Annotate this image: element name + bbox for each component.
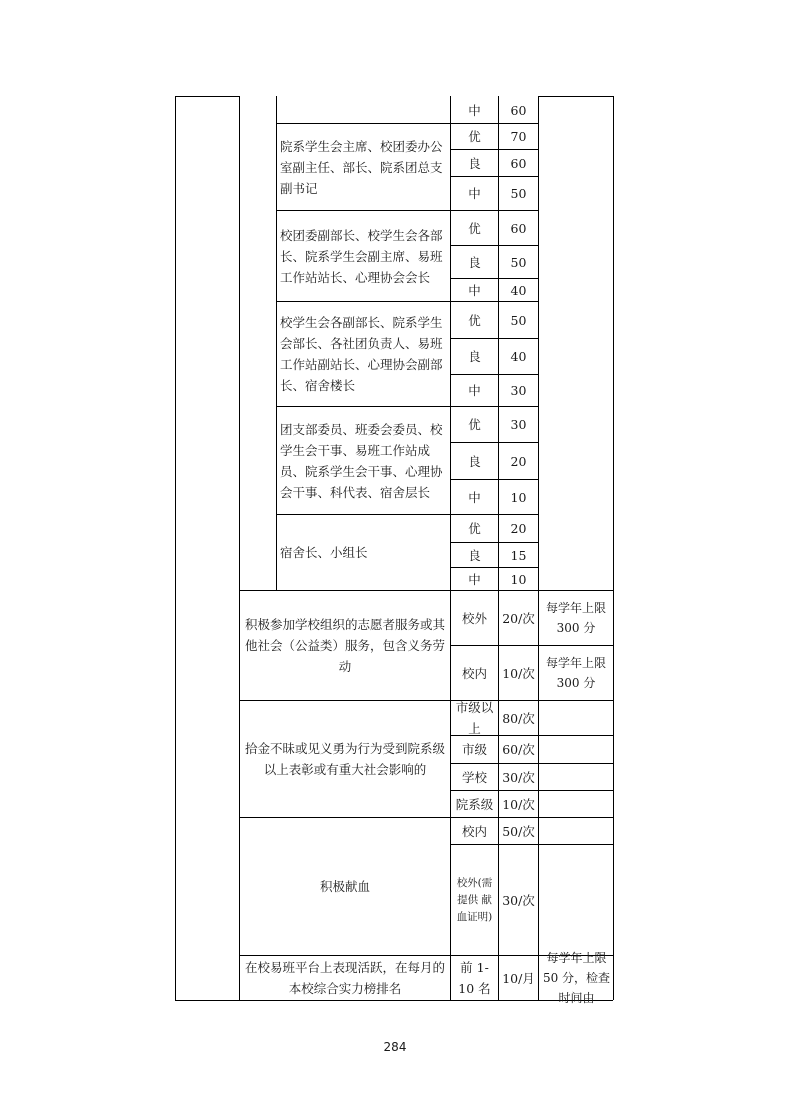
grade-cell: 中 <box>468 102 481 118</box>
score-cell: 10/月 <box>502 970 535 986</box>
score-cell: 30/次 <box>502 892 535 908</box>
score-cell: 20 <box>510 453 527 469</box>
scope-cell: 市级以上 <box>455 700 494 736</box>
score-cell: 50 <box>510 186 527 201</box>
role-text: 校学生会各副部长、院系学生会部长、各社团负责人、易班工作站副站长、心理协会副部长、宿舍楼长 <box>280 315 443 393</box>
grade-cell: 良 <box>468 254 481 270</box>
scope-cell: 前 1-10 名 <box>458 960 491 996</box>
scope-cell: 学校 <box>461 769 487 785</box>
grade-cell: 优 <box>468 220 481 236</box>
score-cell: 60 <box>510 220 527 236</box>
role-cell <box>277 124 450 210</box>
blood-description <box>240 818 450 955</box>
score-cell: 10 <box>510 571 527 587</box>
score-cell: 10/次 <box>502 665 535 681</box>
role-cell <box>277 211 450 301</box>
blood-text: 积极献血 <box>319 879 370 894</box>
grade-cell: 优 <box>468 521 481 536</box>
score-cell: 30 <box>510 383 527 398</box>
volunteer-text: 积极参加学校组织的志愿者服务或其他社会（公益类）服务，包含义务劳动 <box>244 617 445 674</box>
grade-cell: 中 <box>468 489 481 505</box>
scope-cell: 市级 <box>461 742 487 757</box>
honor-description <box>240 701 450 817</box>
score-cell: 50 <box>510 312 527 328</box>
score-cell: 30 <box>510 417 527 432</box>
honor-text: 拾金不昧或见义勇为行为受到院系级以上表彰或有重大社会影响的 <box>244 741 445 777</box>
score-cell: 30/次 <box>502 769 535 785</box>
volunteer-description <box>240 591 450 700</box>
grade-cell: 中 <box>468 186 481 201</box>
grade-cell: 优 <box>468 417 481 432</box>
role-text: 团支部委员、班委会委员、校学生会干事、易班工作站成员、院系学生会干事、心理协会干事、科代表、宿舍层长 <box>280 421 443 500</box>
scope-cell: 院系级 <box>455 796 494 812</box>
scope-cell: 校外(需提供 献血证明) <box>456 876 493 923</box>
table-border <box>538 96 613 97</box>
role-text: 院系学生会主席、校团委办公室副主任、部长、院系团总支副书记 <box>280 138 443 196</box>
score-cell: 40 <box>510 282 527 298</box>
grade-cell: 良 <box>468 349 481 364</box>
role-cell <box>277 302 450 406</box>
yiban-text: 在校易班平台上表现活跃，在每月的本校综合实力榜排名 <box>244 960 445 996</box>
scope-cell: 校外 <box>461 610 487 626</box>
page-number: 284 <box>383 1040 407 1054</box>
score-cell: 10/次 <box>502 796 535 812</box>
score-cell: 80/次 <box>502 710 535 726</box>
grade-cell: 中 <box>468 282 481 298</box>
score-cell: 20 <box>510 521 527 536</box>
grade-cell: 良 <box>468 453 481 469</box>
table-border <box>175 96 176 1000</box>
role-cell <box>277 407 450 514</box>
grade-cell: 优 <box>468 129 481 144</box>
yiban-description <box>240 956 450 1000</box>
note-cell: 每学年上限300 分 <box>545 656 606 690</box>
note-cell: 每学年上限 50 分，检查时间由 <box>542 951 611 1005</box>
role-text: 校团委副部长、校学生会各部长、院系学生会副主席、易班工作站站长、心理协会会长 <box>280 227 443 285</box>
score-cell: 20/次 <box>502 610 535 626</box>
grade-cell: 优 <box>468 312 481 328</box>
score-cell: 70 <box>510 129 527 144</box>
table-border <box>538 96 539 1000</box>
score-cell: 50/次 <box>502 823 535 839</box>
grade-cell: 中 <box>468 383 481 398</box>
scope-cell: 校内 <box>461 665 487 681</box>
table-border <box>175 96 239 97</box>
score-cell: 15 <box>510 547 527 563</box>
role-cell <box>277 515 450 590</box>
score-cell: 40 <box>510 349 527 364</box>
score-cell: 60/次 <box>502 742 535 757</box>
score-cell: 50 <box>510 254 527 270</box>
grade-cell: 良 <box>468 547 481 563</box>
score-cell: 10 <box>510 489 527 505</box>
grade-cell: 中 <box>468 571 481 587</box>
note-cell: 每学年上限300 分 <box>545 601 606 635</box>
score-cell: 60 <box>510 102 527 118</box>
grade-cell: 良 <box>468 155 481 171</box>
role-text: 宿舍长、小组长 <box>280 545 368 560</box>
table-border <box>613 96 614 1000</box>
scope-cell: 校内 <box>461 823 487 839</box>
score-cell: 60 <box>510 155 527 171</box>
